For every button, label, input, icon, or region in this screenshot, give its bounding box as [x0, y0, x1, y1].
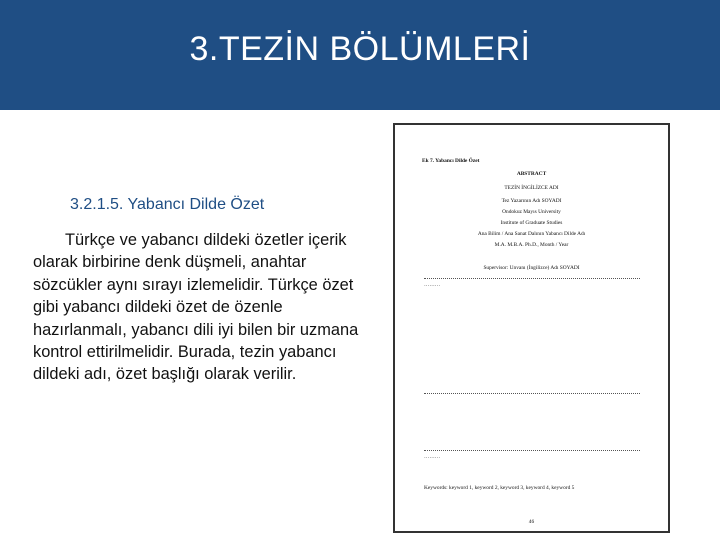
university-line: Ondokuz Mayıs University: [502, 209, 561, 215]
sample-abstract-page: [393, 123, 670, 533]
appendix-label: Ek 7. Yabancı Dilde Özet: [422, 158, 480, 164]
author-line: Tez Yazarının Adı SOYADI: [501, 198, 562, 204]
text-placeholder-line: [424, 393, 640, 394]
slide-title: 3.TEZİN BÖLÜMLERİ: [189, 30, 531, 68]
program-line: Ana Bilim / Ana Sanat Dalının Yabancı Dilde Adı: [477, 231, 586, 237]
text-placeholder-dots: ………: [424, 454, 441, 460]
abstract-heading: ABSTRACT: [516, 171, 547, 177]
section-heading: 3.2.1.5. Yabancı Dilde Özet: [70, 196, 265, 213]
institute-line: Institute of Graduate Studies: [500, 220, 563, 226]
text-placeholder-line: [424, 450, 640, 451]
text-placeholder-dots: ………: [424, 282, 441, 288]
text-placeholder-line: [424, 278, 640, 279]
supervisor-line: Supervisor: Unvanı (İngilizce) Adı SOYADI: [483, 265, 580, 271]
page-number: 46: [528, 519, 535, 525]
degree-line: M.A. M.B.A. Ph.D., Month / Year: [494, 242, 569, 248]
body-paragraph: Türkçe ve yabancı dildeki özetler içerik olarak birbirine denk düşmeli, anahtar sözcükler aynı sırayı izlemelidir. Türkçe özet gibi yabancı dildeki özet de özenle hazırlanmalı, yabancı dili iyi bilen bir uzmana kontrol ettirilmelidir. Burada, tezin yabancı dildeki adı, özet başlığı olarak verilir.: [33, 231, 359, 384]
keywords-line: Keywords: keyword 1, keyword 2, keyword 3, keyword 4, keyword 5: [424, 485, 575, 491]
thesis-title: TEZİN İNGİLİZCE ADI: [504, 185, 559, 191]
title-bar: [0, 0, 720, 110]
